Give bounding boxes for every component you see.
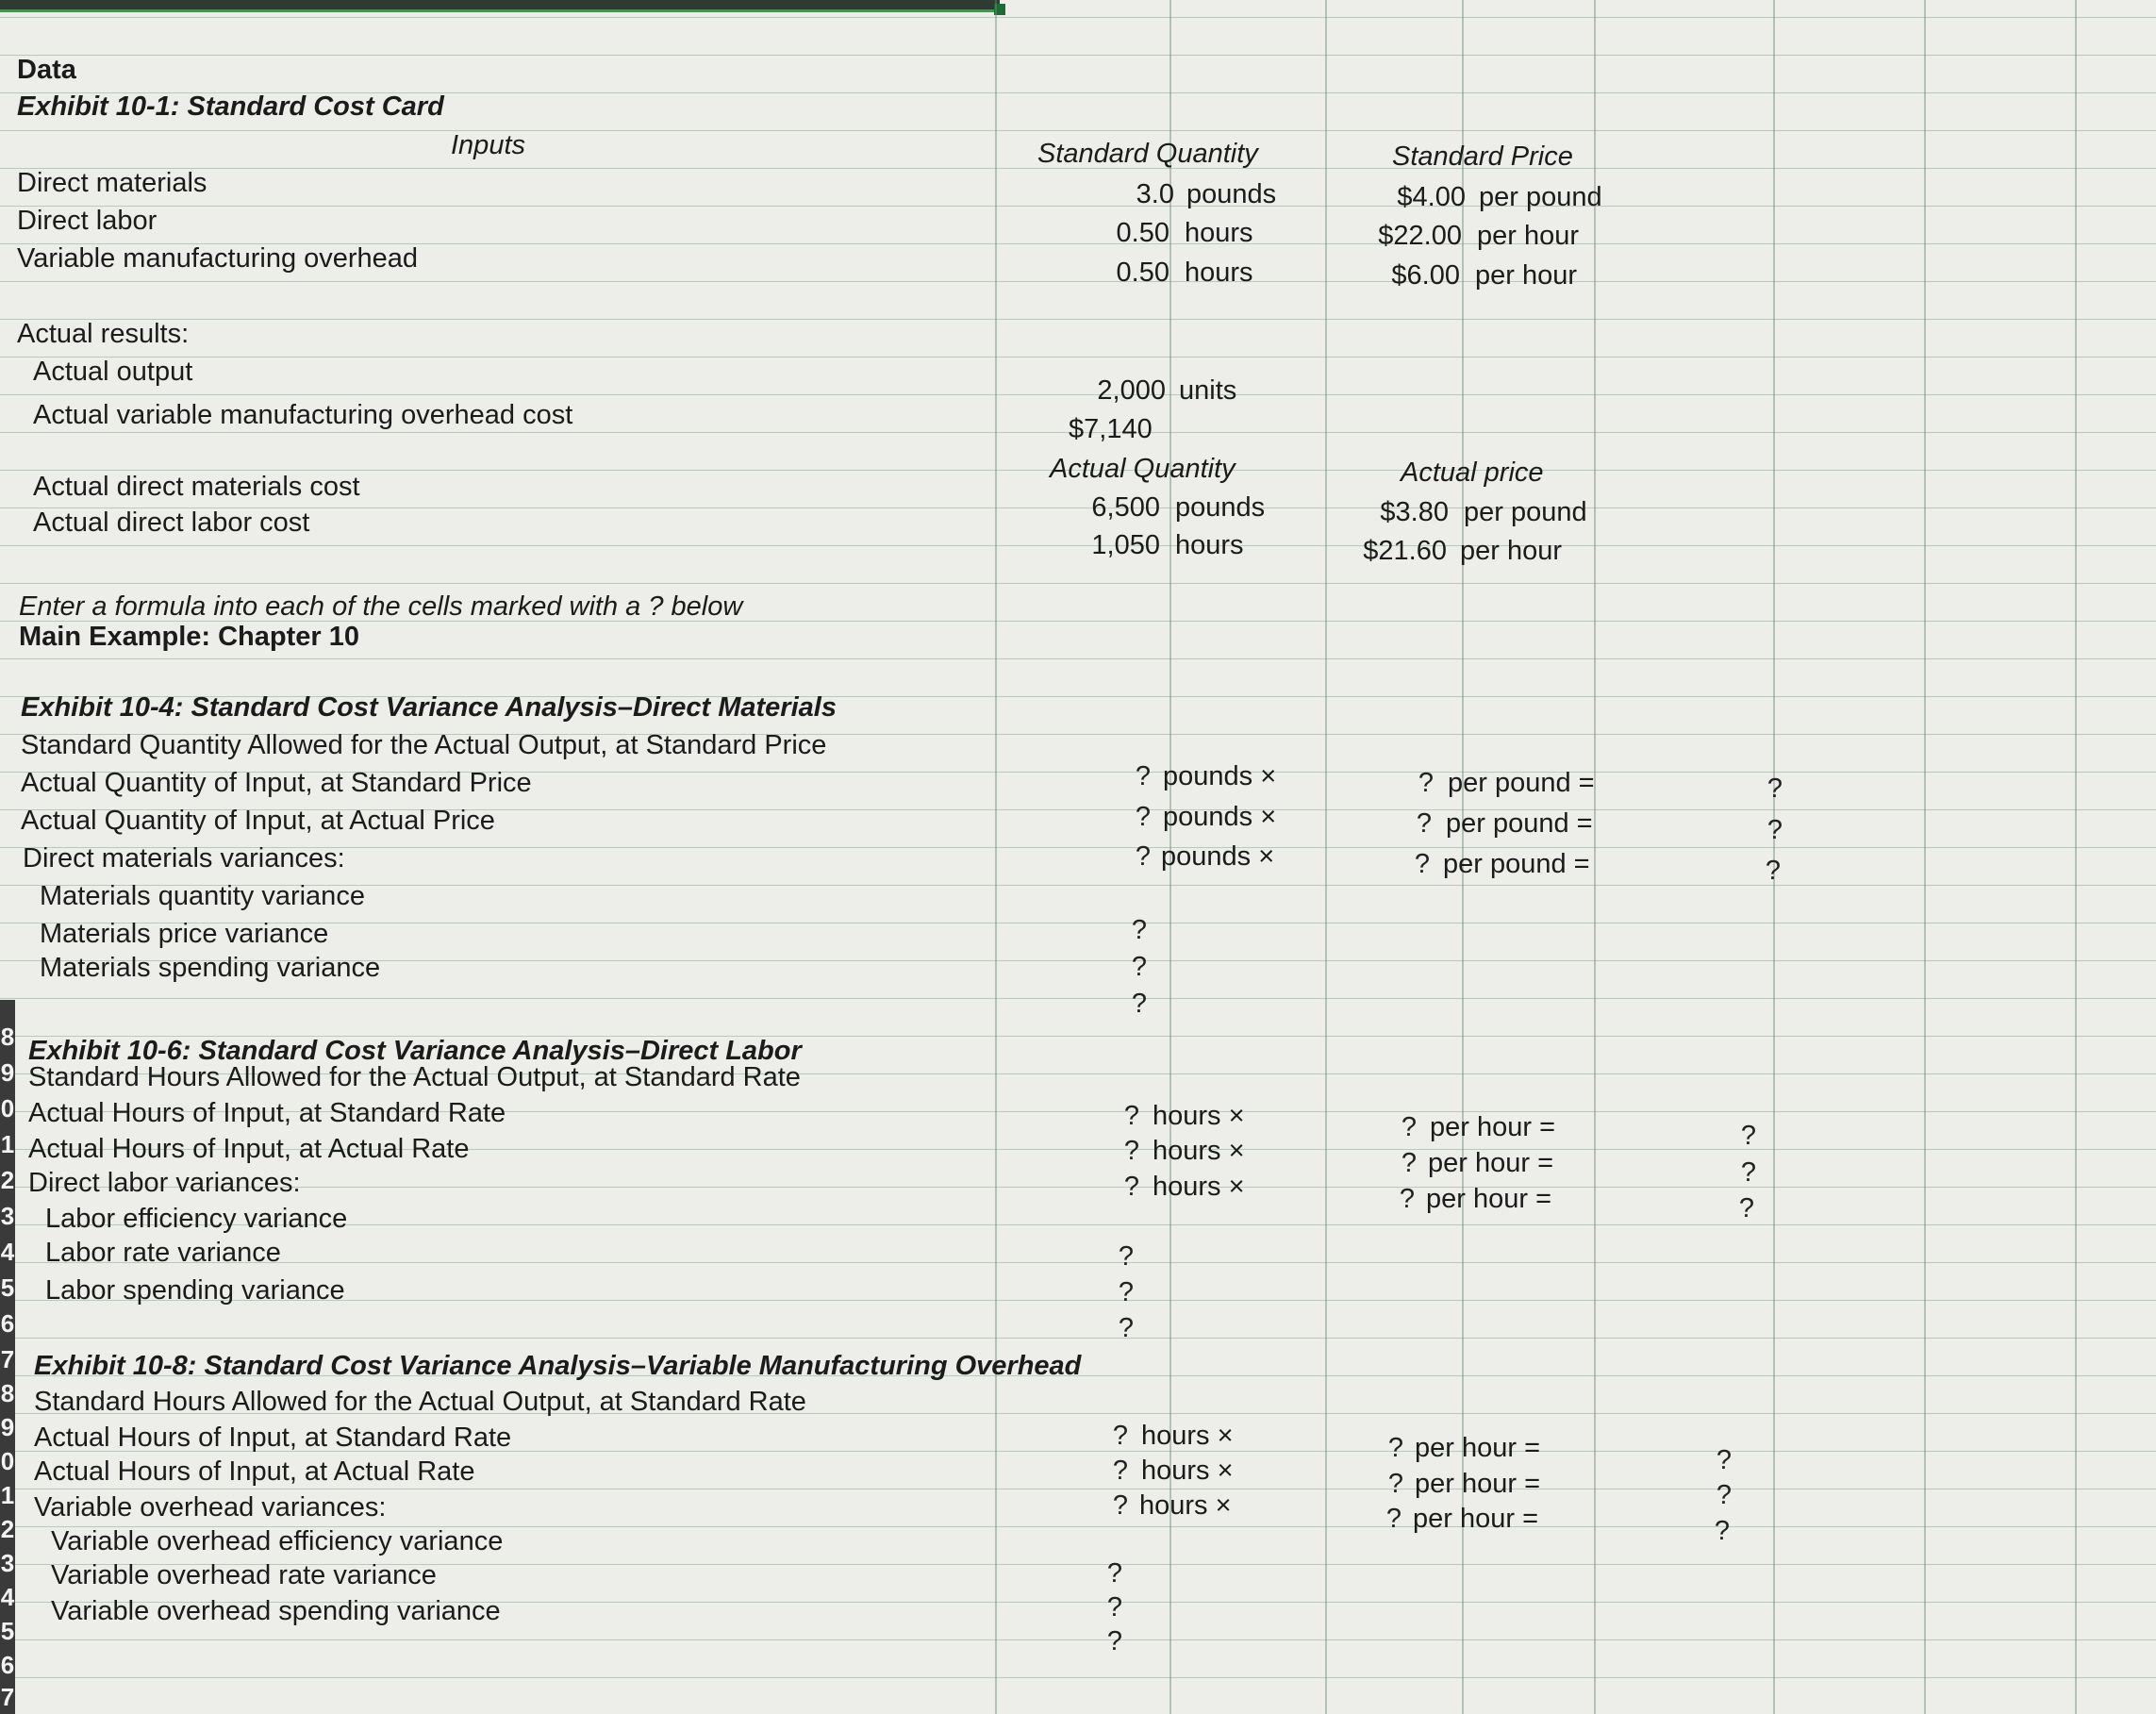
standard-price-header: Standard Price	[1392, 141, 1573, 172]
variance-label[interactable]: Materials spending variance	[40, 953, 381, 983]
formula-cell[interactable]: ?	[1385, 1504, 1401, 1534]
std-qty-value[interactable]: 3.0	[1136, 179, 1174, 209]
column-divider	[1594, 0, 1596, 1714]
std-price-value[interactable]: $6.00	[1391, 260, 1460, 291]
exhibit-line[interactable]: Actual Hours of Input, at Actual Rate	[34, 1456, 475, 1487]
actual-price-unit[interactable]: per hour	[1460, 536, 1563, 566]
inputs-header: Inputs	[451, 130, 525, 160]
variances-label[interactable]: Direct materials variances:	[23, 843, 345, 874]
unit-cell: per pound =	[1448, 768, 1595, 798]
formula-cell[interactable]: ?	[1414, 849, 1430, 879]
row-number[interactable]: 6	[0, 1309, 15, 1338]
instruction-text: Enter a formula into each of the cells marked with a ? below	[19, 591, 743, 622]
column-divider	[2075, 0, 2077, 1714]
data-label: Data	[17, 55, 76, 85]
exhibit-line[interactable]: Actual Hours of Input, at Standard Rate	[28, 1098, 506, 1128]
std-price-unit[interactable]: per hour	[1477, 221, 1580, 251]
exhibit-line[interactable]: Actual Quantity of Input, at Actual Price	[21, 806, 495, 836]
formula-cell[interactable]: ?	[1106, 1558, 1122, 1589]
unit-cell: per pound =	[1446, 808, 1593, 839]
actual-price-value[interactable]: $21.60	[1363, 536, 1447, 566]
formula-cell[interactable]: ?	[1738, 1193, 1754, 1223]
exhibit-line[interactable]: Standard Hours Allowed for the Actual Output, at Standard Rate	[28, 1062, 801, 1092]
actual-quantity-header: Actual Quantity	[1050, 454, 1236, 484]
unit-cell: pounds ×	[1163, 802, 1277, 832]
variances-label[interactable]: Direct labor variances:	[28, 1168, 301, 1198]
column-divider	[1325, 0, 1327, 1714]
formula-cell[interactable]: ?	[1106, 1626, 1122, 1656]
formula-cell[interactable]: ?	[1112, 1421, 1128, 1451]
formula-cell[interactable]: ?	[1416, 808, 1432, 839]
actual-qty-unit[interactable]: hours	[1175, 530, 1244, 560]
std-qty-unit[interactable]: hours	[1185, 218, 1253, 248]
variance-label[interactable]: Variable overhead spending variance	[51, 1596, 501, 1626]
actual-output-label[interactable]: Actual output	[33, 357, 193, 387]
formula-cell[interactable]: ?	[1401, 1148, 1417, 1178]
column-divider	[995, 0, 997, 1714]
row-number[interactable]: 2	[0, 1166, 15, 1194]
actual-voh-label[interactable]: Actual variable manufacturing overhead cost	[33, 400, 573, 430]
unit-cell: per hour =	[1426, 1184, 1552, 1214]
selection-border	[0, 9, 1000, 12]
formula-cell[interactable]: ?	[1106, 1592, 1122, 1622]
column-divider	[1924, 0, 1926, 1714]
exhibit-10-1-title: Exhibit 10-1: Standard Cost Card	[17, 92, 444, 122]
unit-cell: pounds ×	[1163, 761, 1277, 791]
standard-quantity-header: Standard Quantity	[1037, 139, 1258, 169]
row-number[interactable]: 0	[0, 1447, 15, 1475]
unit-cell: hours ×	[1153, 1101, 1245, 1131]
formula-cell[interactable]: ?	[1740, 1121, 1756, 1151]
actual-results-label: Actual results:	[17, 319, 190, 349]
formula-cell[interactable]: ?	[1135, 802, 1151, 832]
exhibit-line[interactable]: Actual Quantity of Input, at Standard Price	[21, 768, 532, 798]
actual-price-header: Actual price	[1401, 458, 1544, 488]
exhibit-10-8-title: Exhibit 10-8: Standard Cost Variance Analysis–Variable Manufacturing Overhead	[34, 1351, 1082, 1381]
row-number[interactable]: 8	[0, 1023, 15, 1051]
actual-voh-value[interactable]: $7,140	[1069, 414, 1153, 444]
unit-cell: hours ×	[1141, 1456, 1234, 1486]
row-number[interactable]: 1	[0, 1481, 15, 1509]
actual-qty-unit[interactable]: pounds	[1175, 492, 1266, 523]
variance-label[interactable]: Variable overhead efficiency variance	[51, 1526, 504, 1556]
exhibit-line[interactable]: Standard Quantity Allowed for the Actual Output, at Standard Price	[21, 730, 827, 760]
formula-cell[interactable]: ?	[1131, 989, 1147, 1019]
formula-bar-edge	[0, 0, 1000, 9]
unit-cell: per hour =	[1415, 1469, 1541, 1499]
std-price-value[interactable]: $4.00	[1397, 182, 1466, 212]
formula-cell[interactable]: ?	[1766, 774, 1783, 804]
formula-cell[interactable]: ?	[1387, 1469, 1403, 1499]
formula-cell[interactable]: ?	[1418, 768, 1434, 798]
unit-cell: hours ×	[1139, 1490, 1232, 1521]
row-number[interactable]: 6	[0, 1651, 15, 1679]
row-number[interactable]: 3	[0, 1549, 15, 1577]
formula-cell[interactable]: ?	[1131, 952, 1147, 982]
formula-cell[interactable]: ?	[1766, 815, 1783, 845]
variance-label[interactable]: Materials price variance	[40, 919, 329, 949]
row-number[interactable]: 8	[0, 1379, 15, 1407]
unit-cell: hours ×	[1153, 1136, 1245, 1166]
formula-cell[interactable]: ?	[1765, 856, 1781, 886]
std-row-label[interactable]: Direct labor	[17, 206, 158, 236]
actual-row-label[interactable]: Actual direct materials cost	[33, 472, 360, 502]
variance-label[interactable]: Labor spending variance	[45, 1275, 345, 1306]
row-number[interactable]: 5	[0, 1273, 15, 1302]
formula-cell[interactable]: ?	[1123, 1136, 1139, 1166]
main-example-label: Main Example: Chapter 10	[19, 622, 359, 652]
unit-cell: per hour =	[1430, 1112, 1556, 1142]
unit-cell: per hour =	[1415, 1433, 1541, 1463]
actual-price-value[interactable]: $3.80	[1380, 497, 1449, 527]
row-number[interactable]: 7	[0, 1345, 15, 1373]
formula-cell[interactable]: ?	[1112, 1490, 1128, 1521]
actual-output-value[interactable]: 2,000	[1097, 375, 1166, 406]
formula-cell[interactable]: ?	[1399, 1184, 1415, 1214]
actual-qty-value[interactable]: 6,500	[1091, 492, 1160, 523]
exhibit-line[interactable]: Standard Hours Allowed for the Actual Output, at Standard Rate	[34, 1387, 806, 1417]
row-number[interactable]: 9	[0, 1413, 15, 1441]
std-qty-unit[interactable]: hours	[1185, 258, 1253, 288]
formula-cell[interactable]: ?	[1118, 1277, 1134, 1307]
std-price-value[interactable]: $22.00	[1378, 221, 1462, 251]
std-price-unit[interactable]: per pound	[1479, 182, 1602, 212]
variance-label[interactable]: Variable overhead rate variance	[51, 1560, 437, 1590]
row-number[interactable]: 4	[0, 1583, 15, 1611]
variance-label[interactable]: Materials quantity variance	[40, 881, 365, 911]
exhibit-10-4-title: Exhibit 10-4: Standard Cost Variance Analysis–Direct Materials	[21, 692, 837, 723]
formula-cell[interactable]: ?	[1716, 1480, 1732, 1510]
formula-cell[interactable]: ?	[1740, 1157, 1756, 1188]
unit-cell: hours ×	[1141, 1421, 1234, 1451]
std-qty-unit[interactable]: pounds	[1186, 179, 1277, 209]
exhibit-line[interactable]: Actual Hours of Input, at Actual Rate	[28, 1134, 470, 1164]
exhibit-10-6-title: Exhibit 10-6: Standard Cost Variance Analysis–Direct Labor	[28, 1036, 802, 1066]
row-number[interactable]: 1	[0, 1130, 15, 1158]
std-qty-value[interactable]: 0.50	[1116, 258, 1169, 288]
formula-cell[interactable]: ?	[1135, 761, 1151, 791]
formula-cell[interactable]: ?	[1714, 1516, 1730, 1546]
exhibit-line[interactable]: Actual Hours of Input, at Standard Rate	[34, 1423, 512, 1453]
formula-cell[interactable]: ?	[1118, 1241, 1134, 1272]
formula-cell[interactable]: ?	[1387, 1433, 1403, 1463]
actual-row-label[interactable]: Actual direct labor cost	[33, 508, 310, 538]
row-number[interactable]: 7	[0, 1683, 15, 1711]
row-number[interactable]: 3	[0, 1202, 15, 1230]
std-qty-value[interactable]: 0.50	[1116, 218, 1169, 248]
formula-cell[interactable]: ?	[1401, 1112, 1417, 1142]
unit-cell: per hour =	[1413, 1504, 1539, 1534]
formula-cell[interactable]: ?	[1118, 1313, 1134, 1343]
formula-cell[interactable]: ?	[1716, 1445, 1732, 1475]
row-number[interactable]: 4	[0, 1238, 15, 1266]
variances-label[interactable]: Variable overhead variances:	[34, 1492, 387, 1523]
std-row-label[interactable]: Direct materials	[17, 168, 207, 198]
variance-label[interactable]: Labor rate variance	[45, 1238, 281, 1268]
actual-qty-value[interactable]: 1,050	[1091, 530, 1160, 560]
row-number[interactable]: 9	[0, 1058, 15, 1087]
unit-cell: hours ×	[1153, 1172, 1245, 1202]
std-price-unit[interactable]: per hour	[1475, 260, 1578, 291]
row-number[interactable]: 2	[0, 1515, 15, 1543]
row-number[interactable]: 5	[0, 1617, 15, 1645]
row-number[interactable]: 0	[0, 1094, 15, 1123]
std-row-label[interactable]: Variable manufacturing overhead	[17, 243, 419, 274]
formula-cell[interactable]: ?	[1123, 1172, 1139, 1202]
formula-cell[interactable]: ?	[1131, 915, 1147, 945]
unit-cell: pounds ×	[1161, 841, 1275, 872]
formula-cell[interactable]: ?	[1123, 1101, 1139, 1131]
actual-price-unit[interactable]: per pound	[1464, 497, 1587, 527]
actual-output-unit[interactable]: units	[1179, 375, 1237, 406]
formula-cell[interactable]: ?	[1112, 1456, 1128, 1486]
formula-cell[interactable]: ?	[1135, 841, 1151, 872]
unit-cell: per pound =	[1443, 849, 1590, 879]
unit-cell: per hour =	[1428, 1148, 1554, 1178]
variance-label[interactable]: Labor efficiency variance	[45, 1204, 348, 1234]
